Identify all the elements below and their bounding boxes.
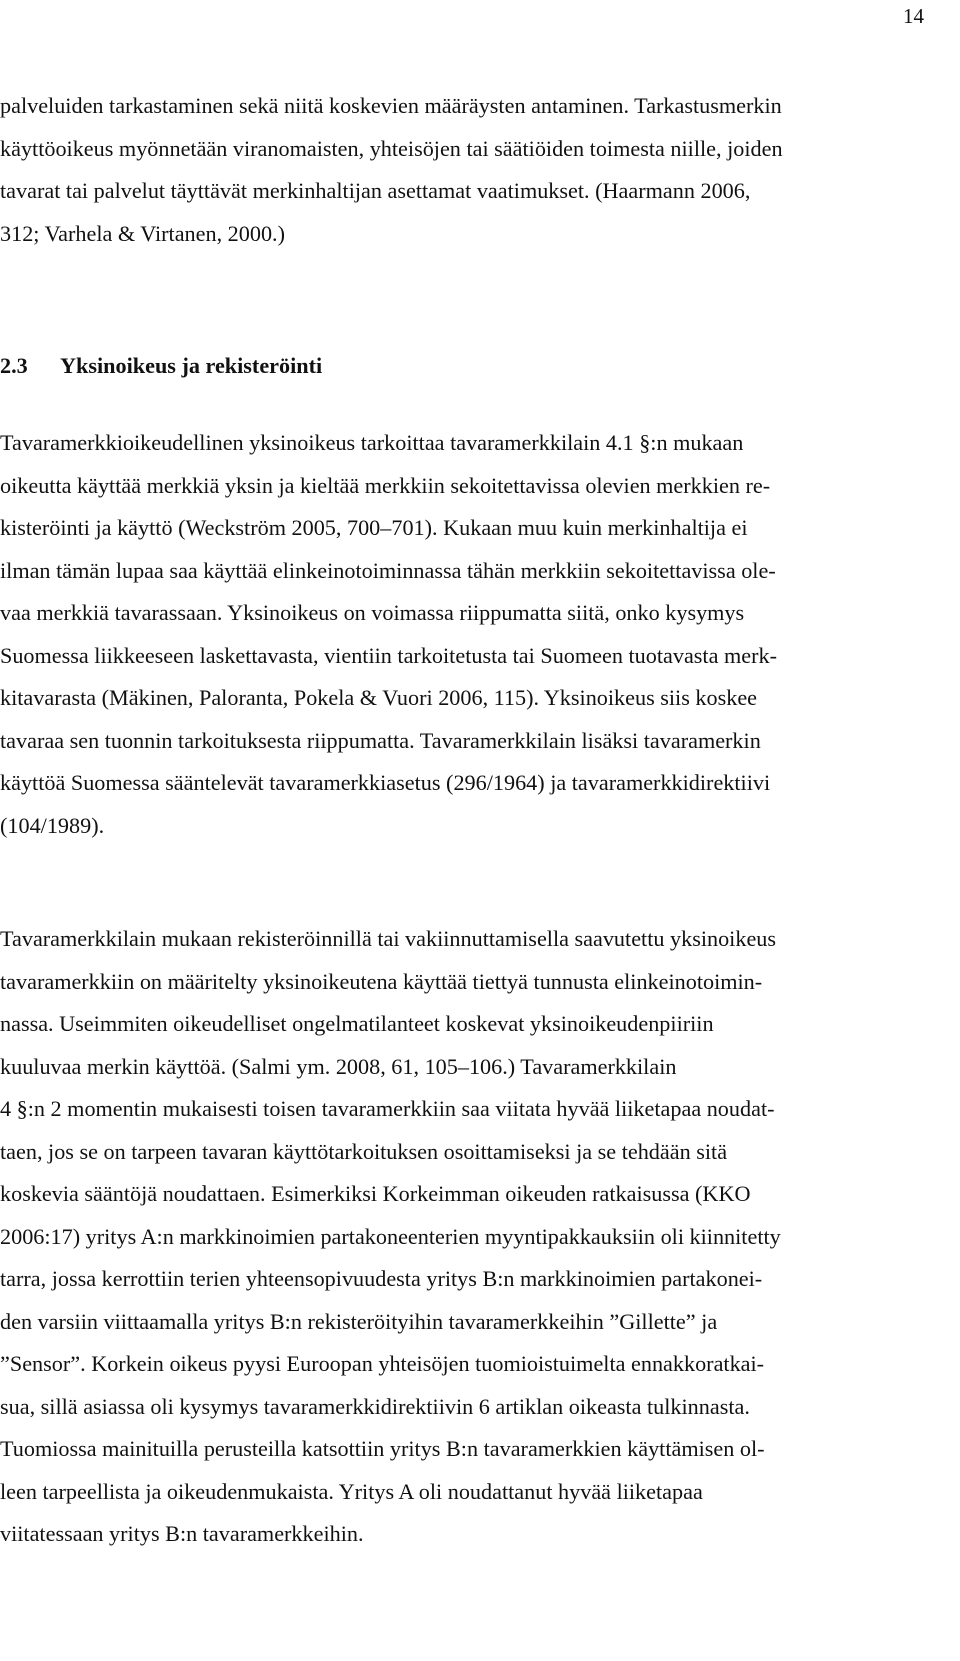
section-title: Yksinoikeus ja rekisteröinti bbox=[60, 353, 323, 378]
text-line: kisteröinti ja käyttö (Weckström 2005, 700–701). Kukaan muu kuin merkinhaltija ei bbox=[0, 515, 748, 540]
text-line: Tuomiossa mainituilla perusteilla katsottiin yritys B:n tavaramerkkien käyttämisen ol- bbox=[0, 1436, 765, 1461]
paragraph-1 bbox=[0, 85, 904, 255]
text-line: 4 §:n 2 momentin mukaisesti toisen tavaramerkkiin saa viitata hyvää liiketapaa noudat- bbox=[0, 1096, 775, 1121]
text-line: vaa merkkiä tavarassaan. Yksinoikeus on voimassa riippumatta siitä, onko kysymys bbox=[0, 600, 745, 625]
paragraph-2 bbox=[0, 422, 904, 847]
text-line: viitatessaan yritys B:n tavaramerkkeihin. bbox=[0, 1521, 364, 1546]
section-heading bbox=[0, 345, 322, 388]
text-line: Tavaramerkkilain mukaan rekisteröinnillä tai vakiinnuttamisella saavutettu yksinoikeus bbox=[0, 926, 777, 951]
text-line: tavaramerkkiin on määritelty yksinoikeutena käyttää tiettyä tunnusta elinkeinotoimin- bbox=[0, 968, 763, 994]
text-line: sua, sillä asiassa oli kysymys tavaramerkkidirektiivin 6 artiklan oikeasta tulkinnasta. bbox=[0, 1393, 750, 1419]
text-line: tavaraa sen tuonnin tarkoituksesta riippumatta. Tavaramerkkilain lisäksi tavaramerkin bbox=[0, 727, 761, 753]
text-line: tarra, jossa kerrottiin terien yhteensopivuudesta yritys B:n markkinoimien partakonei- bbox=[0, 1266, 763, 1291]
text-line: nassa. Useimmiten oikeudelliset ongelmatilanteet koskevat yksinoikeudenpiiriin bbox=[0, 1011, 714, 1036]
text-line: 312; Varhela & Virtanen, 2000.) bbox=[0, 220, 285, 246]
text-line: taen, jos se on tarpeen tavaran käyttötarkoituksen osoittamiseksi ja se tehdään sitä bbox=[0, 1138, 728, 1164]
text-line: 2006:17) yritys A:n markkinoimien partakoneenterien myyntipakkauksiin oli kiinnitetty bbox=[0, 1223, 781, 1249]
text-line: Suomessa liikkeeseen laskettavasta, vientiin tarkoitetusta tai Suomeen tuotavasta merk- bbox=[0, 642, 777, 668]
text-line: leen tarpeellista ja oikeudenmukaista. Yritys A oli noudattanut hyvää liiketapaa bbox=[0, 1478, 703, 1504]
paragraph-3 bbox=[0, 918, 904, 1556]
text-line: tavarat tai palvelut täyttävät merkinhaltijan asettamat vaatimukset. (Haarmann 2006, bbox=[0, 178, 751, 203]
text-line: koskevia sääntöjä noudattaen. Esimerkiksi Korkeimman oikeuden ratkaisussa (KKO bbox=[0, 1181, 751, 1206]
text-line: kuuluvaa merkin käyttöä. (Salmi ym. 2008, 61, 105–106.) Tavaramerkkilain bbox=[0, 1053, 677, 1079]
text-line: (104/1989). bbox=[0, 812, 105, 838]
text-line: den varsiin viittaamalla yritys B:n rekisteröityihin tavaramerkkeihin ”Gillette” ja bbox=[0, 1308, 718, 1334]
text-line: ”Sensor”. Korkein oikeus pyysi Euroopan yhteisöjen tuomioistuimelta ennakkoratkai- bbox=[0, 1351, 765, 1376]
text-line: ilman tämän lupaa saa käyttää elinkeinotoiminnassa tähän merkkiin sekoitettavissa ole- bbox=[0, 557, 776, 583]
text-line: käyttöoikeus myönnetään viranomaisten, yhteisöjen tai säätiöiden toimesta niille, joiden bbox=[0, 135, 783, 161]
section-number: 2.3 bbox=[0, 353, 28, 378]
text-line: Tavaramerkkioikeudellinen yksinoikeus tarkoittaa tavaramerkkilain 4.1 §:n mukaan bbox=[0, 430, 744, 455]
text-line: käyttöä Suomessa sääntelevät tavaramerkkiasetus (296/1964) ja tavaramerkkidirektiivi bbox=[0, 770, 771, 795]
page-number: 14 bbox=[903, 4, 924, 28]
text-line: oikeutta käyttää merkkiä yksin ja kieltää merkkiin sekoitettavissa olevien merkkien re- bbox=[0, 472, 771, 498]
text-line: palveluiden tarkastaminen sekä niitä koskevien määräysten antaminen. Tarkastusmerkin bbox=[0, 93, 782, 118]
text-line: kitavarasta (Mäkinen, Paloranta, Pokela & Vuori 2006, 115). Yksinoikeus siis koskee bbox=[0, 685, 758, 710]
